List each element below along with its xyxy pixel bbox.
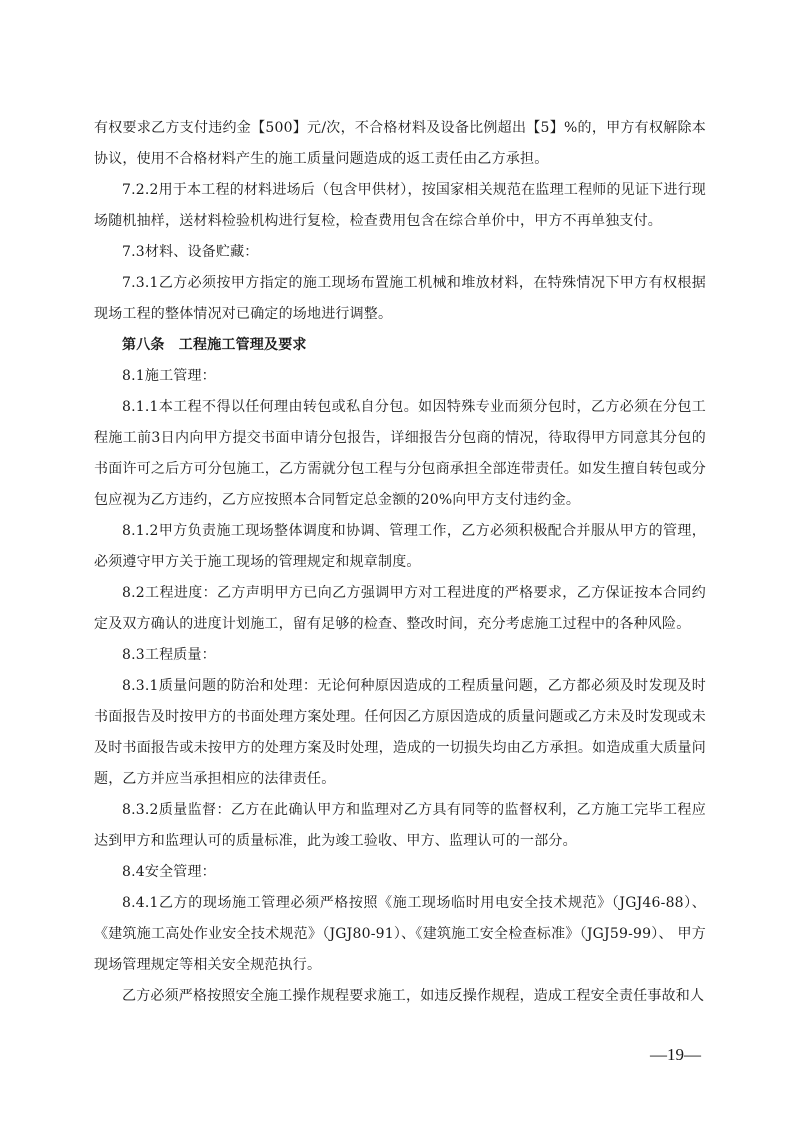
clause-8-3-2: 8.3.2质量监督：乙方在此确认甲方和监理对乙方具有同等的监督权利，乙方施工完毕工程应达到甲方和监理认可的质量标准，此为竣工验收、甲方、监理认可的一部分。 — [94, 802, 706, 849]
clause-8-1-1: 8.1.1本工程不得以任何理由转包或私自分包。如因特殊专业而须分包时，乙方必须在分包工程施工前3日内向甲方提交书面申请分包报告，详细报告分包商的情况，待取得甲方同意其分包的书面许可之后方可分包施工，乙方需就分包工程与分包商承担全部连带责任。如发生擅自转包或分包应视为乙方违约，乙方应按照本合同暂定总金额的20%向甲方支付违约金。 — [94, 399, 706, 508]
section-8-1-heading: 8.1施工管理： — [122, 368, 216, 384]
article-8-heading: 第八条 工程施工管理及要求 — [122, 337, 307, 353]
clause-7-3-1: 7.3.1乙方必须按甲方指定的施工现场布置施工机械和堆放材料，在特殊情况下甲方有权根据现场工程的整体情况对已确定的场地进行调整。 — [94, 275, 706, 322]
clause-7-2-2: 7.2.2用于本工程的材料进场后（包含甲供材），按国家相关规范在监理工程师的见证下进行现场随机抽样，送材料检验机构进行复检，检查费用包含在综合单价中，甲方不再单独支付。 — [94, 182, 706, 229]
page-number: —19— — [650, 1045, 701, 1064]
clause-8-3-1: 8.3.1质量问题的防治和处理：无论何种原因造成的工程质量问题，乙方都必须及时发现及时书面报告及时按甲方的书面处理方案处理。任何因乙方原因造成的质量问题或乙方未及时发现或未及时书面报告或未按甲方的处理方案及时处理，造成的一切损失均由乙方承担。如造成重大质量问题，乙方并应当承担相应的法律责任。 — [94, 678, 706, 787]
section-8-4-heading: 8.4安全管理： — [122, 864, 216, 880]
document-body — [94, 113, 706, 1012]
paragraph-continuation: 有权要求乙方支付违约金【500】元/次，不合格材料及设备比例超出【5】%的，甲方有权解除本协议，使用不合格材料产生的施工质量问题造成的返工责任由乙方承担。 — [94, 120, 706, 167]
safety-paragraph: 乙方必须严格按照安全施工操作规程要求施工，如违反操作规程，造成工程安全责任事故和人 — [122, 988, 705, 1004]
clause-8-1-2: 8.1.2甲方负责施工现场整体调度和协调、管理工作，乙方必须积极配合并服从甲方的管理，必须遵守甲方关于施工现场的管理规定和规章制度。 — [94, 523, 706, 570]
section-8-2: 8.2工程进度：乙方声明甲方已向乙方强调甲方对工程进度的严格要求，乙方保证按本合同约定及双方确认的进度计划施工，留有足够的检查、整改时间，充分考虑施工过程中的各种风险。 — [94, 585, 706, 632]
section-8-3-heading: 8.3工程质量： — [122, 647, 216, 663]
section-7-3-heading: 7.3材料、设备贮藏： — [122, 244, 259, 260]
clause-8-4-1: 8.4.1乙方的现场施工管理必须严格按照《施工现场临时用电安全技术规范》（JGJ46-88）、《建筑施工高处作业安全技术规范》（JGJ80-91）、《建筑施工安全检查标准》（JGJ59-99）、 甲方现场管理规定等相关安全规范执行。 — [94, 895, 706, 973]
